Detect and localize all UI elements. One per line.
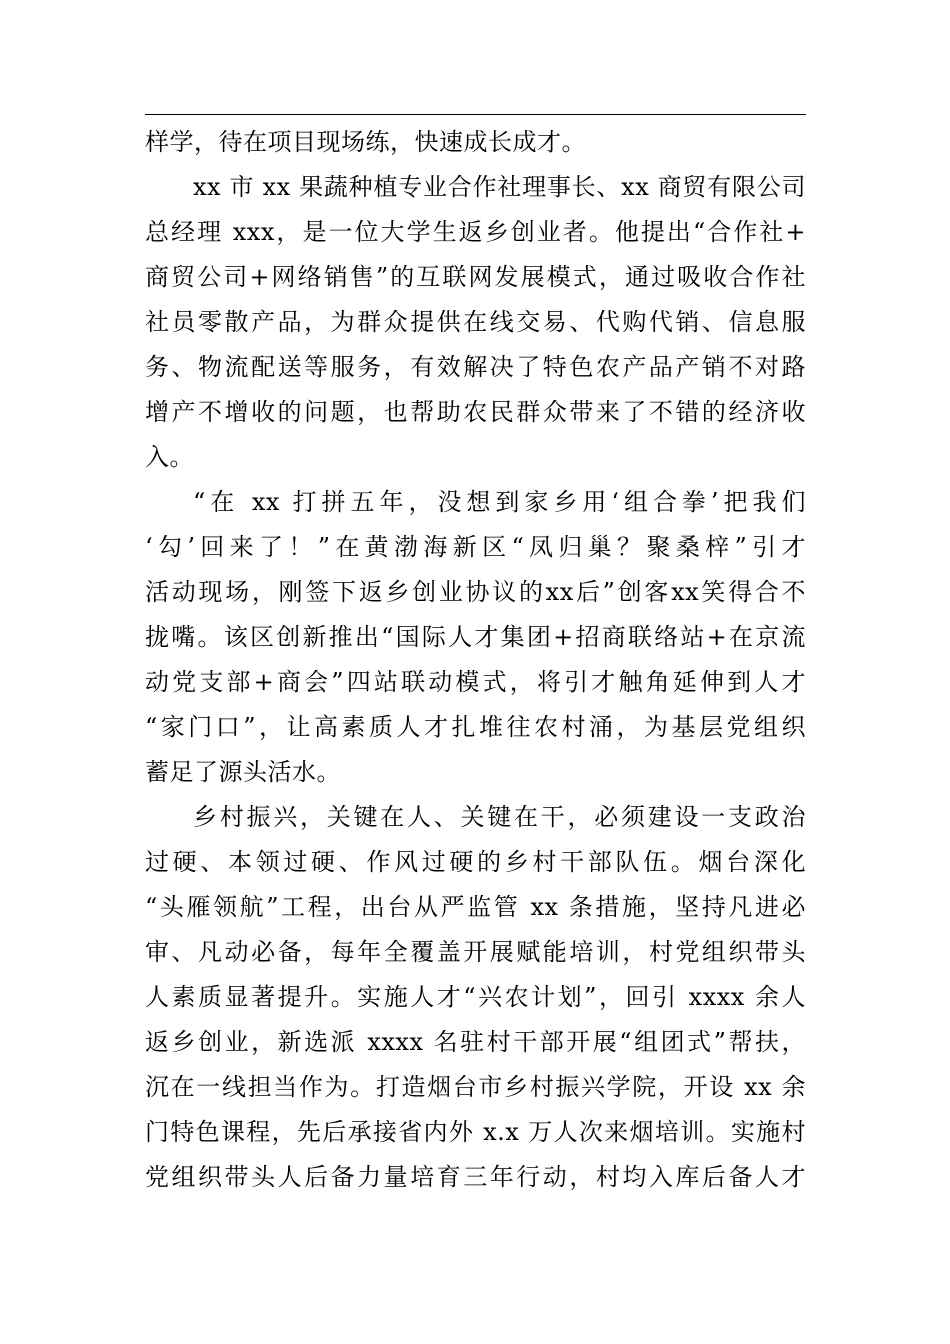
paragraph [145,480,806,795]
text-line: 总经理 xxx，是一位大学生返乡创业者。他提出“合作社+ [145,218,806,246]
text-line: 沉在一线担当作为。打造烟台市乡村振兴学院，开设 xx 余 [145,1073,806,1101]
text-line: 务、物流配送等服务，有效解决了特色农产品产销不对路 [145,353,806,381]
text-line: 社员零散产品，为群众提供在线交易、代购代销、信息服 [145,308,806,336]
text-line: 人素质显著提升。实施人才“兴农计划”，回引 xxxx 余人 [145,983,806,1011]
text-line: “家门口”，让高素质人才扎堆往农村涌，为基层党组织 [145,713,806,741]
text-line: 动党支部+商会”四站联动模式，将引才触角延伸到人才 [145,668,806,696]
text-line: 商贸公司+网络销售”的互联网发展模式，通过吸收合作社 [145,263,806,291]
paragraph [145,120,806,165]
text-line: 样学，待在项目现场练，快速成长成才。 [145,128,586,156]
text-line: 返乡创业，新选派 xxxx 名驻村干部开展“组团式”帮扶， [145,1028,806,1056]
text-line: 乡村振兴，关键在人、关键在干，必须建设一支政治 [193,803,806,831]
text-line: 审、凡动必备，每年全覆盖开展赋能培训，村党组织带头 [145,938,806,966]
body-text [145,120,806,1200]
text-line: “头雁领航”工程，出台从严监管 xx 条措施，坚持凡进必 [145,893,806,921]
text-line: 拢嘴。该区创新推出“国际人才集团+招商联络站+在京流 [145,623,806,651]
text-line: 蓄足了源头活水。 [145,758,341,786]
text-line: 增产不增收的问题，也帮助农民群众带来了不错的经济收 [145,398,806,426]
paragraph [145,165,806,480]
text-line: 活动现场，刚签下返乡创业协议的xx后”创客xx笑得合不 [145,578,806,606]
paragraph [145,795,806,1200]
text-line: 党组织带头人后备力量培育三年行动，村均入库后备人才 [145,1163,806,1191]
text-line: ‘勾’回来了！”在黄渤海新区“凤归巢？聚桑梓”引才 [145,533,806,561]
text-line: “在 xx 打拼五年，没想到家乡用‘组合拳’把我们 [193,488,806,516]
header-rule [145,114,806,115]
text-line: 门特色课程，先后承接省内外 x.x 万人次来烟培训。实施村 [145,1118,806,1146]
text-line: 过硬、本领过硬、作风过硬的乡村干部队伍。烟台深化 [145,848,806,876]
text-line: xx 市 xx 果蔬种植专业合作社理事长、xx 商贸有限公司 [193,173,806,201]
text-line: 入。 [145,443,194,471]
